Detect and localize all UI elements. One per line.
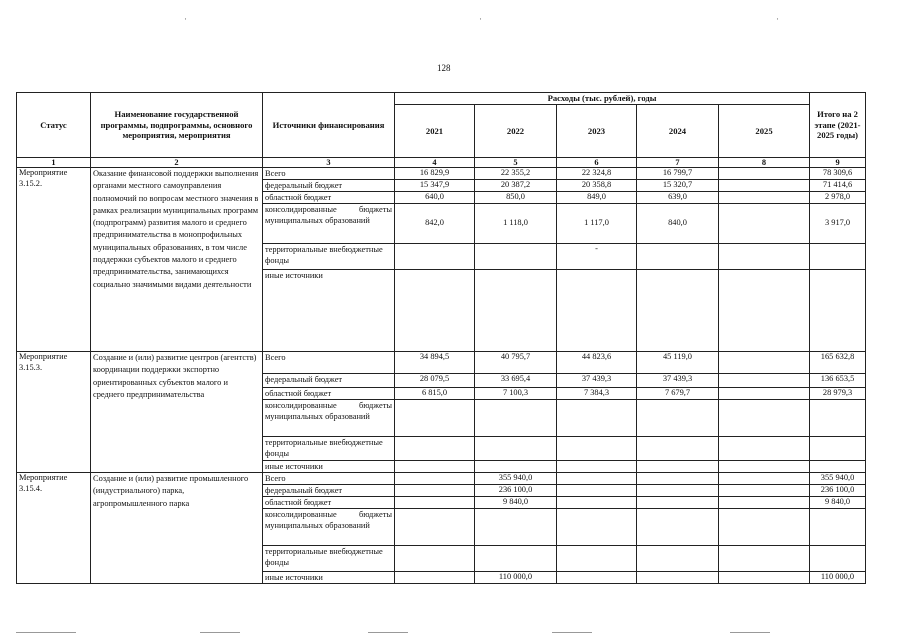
year-value-cell xyxy=(719,352,810,374)
year-value-cell: 6 815,0 xyxy=(395,388,475,400)
year-value-cell xyxy=(475,461,557,473)
scan-speck: · xyxy=(776,14,779,24)
year-value-cell xyxy=(637,437,719,461)
year-value-cell xyxy=(719,180,810,192)
total-value-cell: 165 632,8 xyxy=(810,352,866,374)
year-value-cell: 15 320,7 xyxy=(637,180,719,192)
year-value-cell xyxy=(395,572,475,584)
year-value-cell: 7 100,3 xyxy=(475,388,557,400)
total-value-cell xyxy=(810,461,866,473)
year-value-cell xyxy=(395,497,475,509)
year-value-cell xyxy=(475,509,557,546)
total-value-cell xyxy=(810,437,866,461)
year-value-cell: 33 695,4 xyxy=(475,374,557,388)
total-value-cell xyxy=(810,400,866,437)
funding-source-cell: Всего xyxy=(263,352,395,374)
scan-edge-line xyxy=(552,632,592,633)
funding-source-cell: территориальные внебюджетные фонды xyxy=(263,437,395,461)
year-value-cell xyxy=(557,461,637,473)
year-value-cell xyxy=(719,572,810,584)
year-value-cell xyxy=(719,192,810,204)
year-value-cell xyxy=(637,509,719,546)
funding-source-cell: территориальные внебюджетные фонды xyxy=(263,244,395,270)
year-value-cell xyxy=(719,400,810,437)
total-header: Итого на 2 этапе (2021-2025 годы) xyxy=(810,93,866,158)
funding-source-cell: консолидированные бюджеты муниципальных образований xyxy=(263,204,395,244)
column-number: 9 xyxy=(810,158,866,168)
funding-source-cell: Всего xyxy=(263,168,395,180)
year-value-cell xyxy=(719,509,810,546)
total-value-cell: 236 100,0 xyxy=(810,485,866,497)
year-header: 2025 xyxy=(719,105,810,158)
year-value-cell: 1 118,0 xyxy=(475,204,557,244)
year-value-cell xyxy=(557,546,637,572)
year-value-cell xyxy=(475,400,557,437)
year-value-cell xyxy=(475,270,557,352)
funding-source-cell: консолидированные бюджеты муниципальных образований xyxy=(263,509,395,546)
year-value-cell xyxy=(557,509,637,546)
column-number: 8 xyxy=(719,158,810,168)
status-cell: Мероприятие 3.15.4. xyxy=(17,473,91,584)
year-value-cell: 640,0 xyxy=(395,192,475,204)
total-value-cell: 78 309,6 xyxy=(810,168,866,180)
page-number: 128 xyxy=(437,63,451,73)
total-value-cell: 110 000,0 xyxy=(810,572,866,584)
total-value-cell xyxy=(810,244,866,270)
column-number: 5 xyxy=(475,158,557,168)
table-row xyxy=(17,168,866,180)
expenses-header: Расходы (тыс. рублей), годы xyxy=(395,93,810,105)
year-value-cell: 842,0 xyxy=(395,204,475,244)
total-value-cell xyxy=(810,546,866,572)
year-value-cell: 236 100,0 xyxy=(475,485,557,497)
total-value-cell xyxy=(810,509,866,546)
year-value-cell: 44 823,6 xyxy=(557,352,637,374)
funding-source-cell: территориальные внебюджетные фонды xyxy=(263,546,395,572)
year-value-cell xyxy=(719,461,810,473)
sources-header: Источники финансирования xyxy=(263,93,395,158)
year-value-cell: 34 894,5 xyxy=(395,352,475,374)
year-value-cell xyxy=(475,244,557,270)
year-value-cell xyxy=(395,485,475,497)
year-value-cell: 37 439,3 xyxy=(637,374,719,388)
year-value-cell xyxy=(475,546,557,572)
year-value-cell: 110 000,0 xyxy=(475,572,557,584)
status-cell: Мероприятие 3.15.3. xyxy=(17,352,91,473)
total-value-cell xyxy=(810,270,866,352)
year-value-cell xyxy=(637,485,719,497)
year-value-cell xyxy=(637,546,719,572)
funding-source-cell: федеральный бюджет xyxy=(263,485,395,497)
column-number: 6 xyxy=(557,158,637,168)
measure-name-cell: Создание и (или) развитие центров (агентств) координации поддержки экспортно ориентированных субъектов малого и среднего предпринимательства xyxy=(91,352,263,473)
funding-source-cell: федеральный бюджет xyxy=(263,180,395,192)
year-value-cell: 37 439,3 xyxy=(557,374,637,388)
funding-source-cell: иные источники xyxy=(263,572,395,584)
year-value-cell xyxy=(719,168,810,180)
funding-source-cell: Всего xyxy=(263,473,395,485)
funding-source-cell: федеральный бюджет xyxy=(263,374,395,388)
total-value-cell: 9 840,0 xyxy=(810,497,866,509)
measure-name-cell: Оказание финансовой поддержки выполнения органами местного самоуправления полномочий по вопросам местного значения в рамках реализации муниципальных программ (подпрограмм) развития малого и среднего предпринимательства в монопрофильных муниципальных образованиях, в том числе поддержки субъектов малого и среднего предпринимательства, занимающихся социально значимыми видами деятельности xyxy=(91,168,263,352)
year-value-cell: 840,0 xyxy=(637,204,719,244)
year-value-cell: 16 799,7 xyxy=(637,168,719,180)
total-value-cell: 3 917,0 xyxy=(810,204,866,244)
scan-edge-line xyxy=(368,632,408,633)
year-value-cell: 849,0 xyxy=(557,192,637,204)
funding-source-cell: иные источники xyxy=(263,461,395,473)
year-value-cell: 7 679,7 xyxy=(637,388,719,400)
year-header: 2021 xyxy=(395,105,475,158)
year-value-cell xyxy=(395,244,475,270)
year-value-cell: 9 840,0 xyxy=(475,497,557,509)
year-value-cell xyxy=(395,437,475,461)
year-value-cell xyxy=(557,400,637,437)
year-value-cell: 20 358,8 xyxy=(557,180,637,192)
funding-source-cell: областной бюджет xyxy=(263,388,395,400)
year-value-cell xyxy=(719,204,810,244)
status-header: Статус xyxy=(17,93,91,158)
year-value-cell xyxy=(395,461,475,473)
year-value-cell xyxy=(637,572,719,584)
column-number: 1 xyxy=(17,158,91,168)
year-value-cell xyxy=(637,461,719,473)
column-number: 4 xyxy=(395,158,475,168)
year-value-cell: 850,0 xyxy=(475,192,557,204)
year-value-cell xyxy=(557,497,637,509)
year-value-cell xyxy=(395,400,475,437)
header-row-top xyxy=(17,93,866,105)
year-value-cell xyxy=(719,485,810,497)
scan-speck: · xyxy=(479,14,482,24)
funding-source-cell: областной бюджет xyxy=(263,497,395,509)
scan-edge-line xyxy=(730,632,770,633)
funding-source-cell: областной бюджет xyxy=(263,192,395,204)
year-value-cell xyxy=(557,437,637,461)
year-value-cell: 20 387,2 xyxy=(475,180,557,192)
scan-speck: · xyxy=(184,14,187,24)
year-header: 2022 xyxy=(475,105,557,158)
measure-name-cell: Создание и (или) развитие промышленного (индустриального) парка, агропромышленного парка xyxy=(91,473,263,584)
year-value-cell: 22 355,2 xyxy=(475,168,557,180)
year-value-cell xyxy=(557,473,637,485)
year-value-cell xyxy=(719,244,810,270)
year-value-cell xyxy=(719,388,810,400)
year-header: 2023 xyxy=(557,105,637,158)
year-value-cell xyxy=(637,270,719,352)
scan-edge-line xyxy=(16,632,76,633)
year-value-cell xyxy=(637,400,719,437)
table-row xyxy=(17,473,866,485)
column-number: 2 xyxy=(91,158,263,168)
scan-edge-line xyxy=(200,632,240,633)
year-value-cell: 45 119,0 xyxy=(637,352,719,374)
table-row xyxy=(17,352,866,374)
year-value-cell xyxy=(719,270,810,352)
year-value-cell: 15 347,9 xyxy=(395,180,475,192)
year-value-cell xyxy=(637,244,719,270)
funding-source-cell: иные источники xyxy=(263,270,395,352)
year-value-cell xyxy=(719,437,810,461)
year-value-cell xyxy=(557,270,637,352)
year-value-cell: 40 795,7 xyxy=(475,352,557,374)
year-value-cell xyxy=(719,374,810,388)
year-value-cell: 639,0 xyxy=(637,192,719,204)
total-value-cell: 71 414,6 xyxy=(810,180,866,192)
year-value-cell xyxy=(395,473,475,485)
year-value-cell: 22 324,8 xyxy=(557,168,637,180)
total-value-cell: 136 653,5 xyxy=(810,374,866,388)
budget-table xyxy=(16,92,866,584)
name-header: Наименование государственной программы, подпрограммы, основного мероприятия, мероприятия xyxy=(91,93,263,158)
year-value-cell xyxy=(719,473,810,485)
column-number: 3 xyxy=(263,158,395,168)
status-cell: Мероприятие 3.15.2. xyxy=(17,168,91,352)
year-header: 2024 xyxy=(637,105,719,158)
year-value-cell: 28 079,5 xyxy=(395,374,475,388)
year-value-cell xyxy=(719,546,810,572)
year-value-cell xyxy=(557,485,637,497)
year-value-cell: 1 117,0 xyxy=(557,204,637,244)
year-value-cell xyxy=(395,546,475,572)
year-value-cell: 16 829,9 xyxy=(395,168,475,180)
total-value-cell: 2 978,0 xyxy=(810,192,866,204)
total-value-cell: 28 979,3 xyxy=(810,388,866,400)
column-number-row xyxy=(17,158,866,168)
year-value-cell xyxy=(719,497,810,509)
year-value-cell xyxy=(395,270,475,352)
total-value-cell: 355 940,0 xyxy=(810,473,866,485)
year-value-cell: - xyxy=(557,244,637,270)
year-value-cell xyxy=(475,437,557,461)
year-value-cell xyxy=(637,497,719,509)
year-value-cell: 7 384,3 xyxy=(557,388,637,400)
year-value-cell xyxy=(395,509,475,546)
column-number: 7 xyxy=(637,158,719,168)
year-value-cell xyxy=(637,473,719,485)
funding-source-cell: консолидированные бюджеты муниципальных образований xyxy=(263,400,395,437)
year-value-cell: 355 940,0 xyxy=(475,473,557,485)
year-value-cell xyxy=(557,572,637,584)
